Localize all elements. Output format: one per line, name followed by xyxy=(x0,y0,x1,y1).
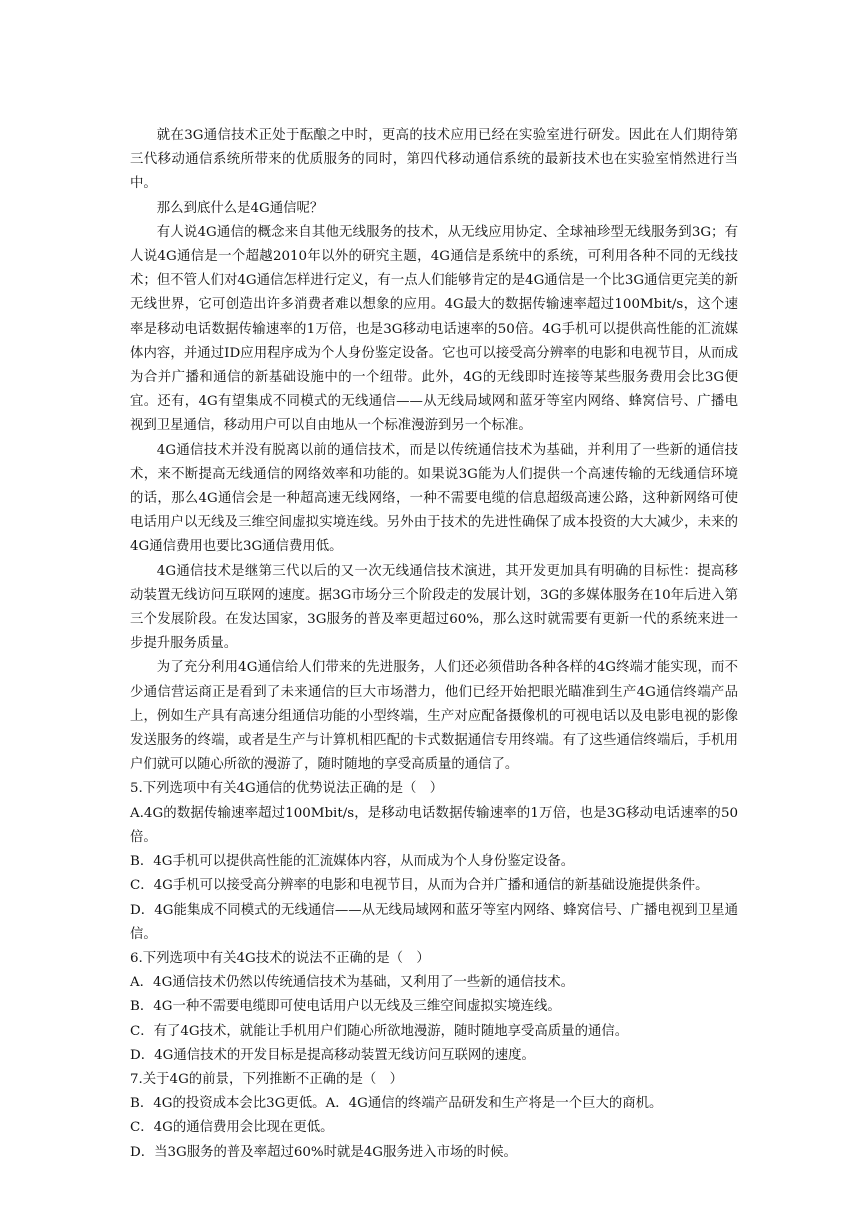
passage-paragraph-2: 那么到底什么是4G通信呢？ xyxy=(156,200,324,216)
option-d: D．4G能集成不同模式的无线通信——从无线局域网和蓝牙等室内网络、蜂窝信号、广播电视到卫星通信。 xyxy=(130,902,738,942)
question-5 xyxy=(130,777,738,946)
option-c: C．有了4G技术，就能让手机用户们随心所欲地漫游，随时随地享受高质量的通信。 xyxy=(130,1023,629,1039)
option-c: C．4G的通信费用会比现在更低。 xyxy=(130,1120,334,1136)
option-d: D．4G通信技术的开发目标是提高移动装置无线访问互联网的速度。 xyxy=(130,1047,535,1063)
question-stem: 6.下列选项中有关4G技术的说法不正确的是（ ） xyxy=(130,950,430,966)
question-stem: 7.关于4G的前景，下列推断不正确的是（ ） xyxy=(130,1071,404,1087)
option-c: C．4G手机可以接受高分辨率的电影和电视节目，从而为合并广播和通信的新基础设施提供条件。 xyxy=(130,878,709,894)
passage-paragraph-5: 4G通信技术是继第三代以后的又一次无线通信技术演进，其开发更加具有明确的目标性：提高移动装置无线访问互联网的速度。据3G市场分三个阶段走的发展计划，3G的多媒体服务在10年后进入第三个发展阶段。在发达国家，3G服务的普及率更超过60%，那么这时就需要有更新一代的系统来进一步提升服务质量。 xyxy=(130,563,738,652)
option-a: A．4G通信技术仍然以传统通信技术为基础，又利用了一些新的通信技术。 xyxy=(130,975,574,991)
option-b-a: B．4G的投资成本会比3G更低。A．4G通信的终端产品研发和生产将是一个巨大的商机。 xyxy=(130,1096,663,1112)
option-a: A.4G的数据传输速率超过100Mbit/s，是移动电话数据传输速率的1万倍，也是3G移动电话速率的50倍。 xyxy=(130,805,738,845)
option-d: D．当3G服务的普及率超过60%时就是4G服务进入市场的时候。 xyxy=(130,1144,517,1160)
question-6 xyxy=(130,947,738,1068)
passage-paragraph-4: 4G通信技术并没有脱离以前的通信技术，而是以传统通信技术为基础，并利用了一些新的通信技术，来不断提高无线通信的网络效率和功能的。如果说3G能为人们提供一个高速传输的无线通信环境的话，那么4G通信会是一种超高速无线网络，一种不需要电缆的信息超级高速公路，这种新网络可使电话用户以无线及三维空间虚拟实境连线。另外由于技术的先进性确保了成本投资的大大减少，未来的4G通信费用也要比3G通信费用低。 xyxy=(130,442,738,555)
passage-paragraph-1: 就在3G通信技术正处于酝酿之中时，更高的技术应用已经在实验室进行研发。因此在人们期待第三代移动通信系统所带来的优质服务的同时，第四代移动通信系统的最新技术也在实验室悄然进行当中。 xyxy=(130,128,738,192)
passage-paragraph-6: 为了充分利用4G通信给人们带来的先进服务，人们还必须借助各种各样的4G终端才能实现，而不少通信营运商正是看到了未来通信的巨大市场潜力，他们已经开始把眼光瞄准到生产4G通信终端产品上，例如生产具有高速分组通信功能的小型终端，生产对应配备摄像机的可视电话以及电影电视的影像发送服务的终端，或者是生产与计算机相匹配的卡式数据通信专用终端。有了这些通信终端后，手机用户们就可以随心所欲的漫游了，随时随地的享受高质量的通信了。 xyxy=(130,660,738,773)
question-7 xyxy=(130,1068,738,1165)
option-b: B．4G一种不需要电缆即可使电话用户以无线及三维空间虚拟实境连线。 xyxy=(130,999,561,1015)
option-b: B．4G手机可以提供高性能的汇流媒体内容，从而成为个人身份鉴定设备。 xyxy=(130,854,575,870)
question-stem: 5.下列选项中有关4G通信的优势说法正确的是（ ） xyxy=(130,781,444,797)
document-page xyxy=(130,124,738,1165)
passage-paragraph-3: 有人说4G通信的概念来自其他无线服务的技术，从无线应用协定、全球袖珍型无线服务到3G；有人说4G通信是一个超越2010年以外的研究主题，4G通信是系统中的系统，可利用各种不同的无线技术；但不管人们对4G通信怎样进行定义，有一点人们能够肯定的是4G通信是一个比3G通信更完美的新无线世界，它可创造出许多消费者难以想象的应用。4G最大的数据传输速率超过100Mbit/s，这个速率是移动电话数据传输速率的1万倍，也是3G移动电话速率的50倍。4G手机可以提供高性能的汇流媒体内容，并通过ID应用程序成为个人身份鉴定设备。它也可以接受高分辨率的电影和电视节目，从而成为合并广播和通信的新基础设施中的一个纽带。此外，4G的无线即时连接等某些服务费用会比3G便宜。还有，4G有望集成不同模式的无线通信——从无线局域网和蓝牙等室内网络、蜂窝信号、广播电视到卫星通信，移动用户可以自由地从一个标准漫游到另一个标准。 xyxy=(130,224,738,434)
